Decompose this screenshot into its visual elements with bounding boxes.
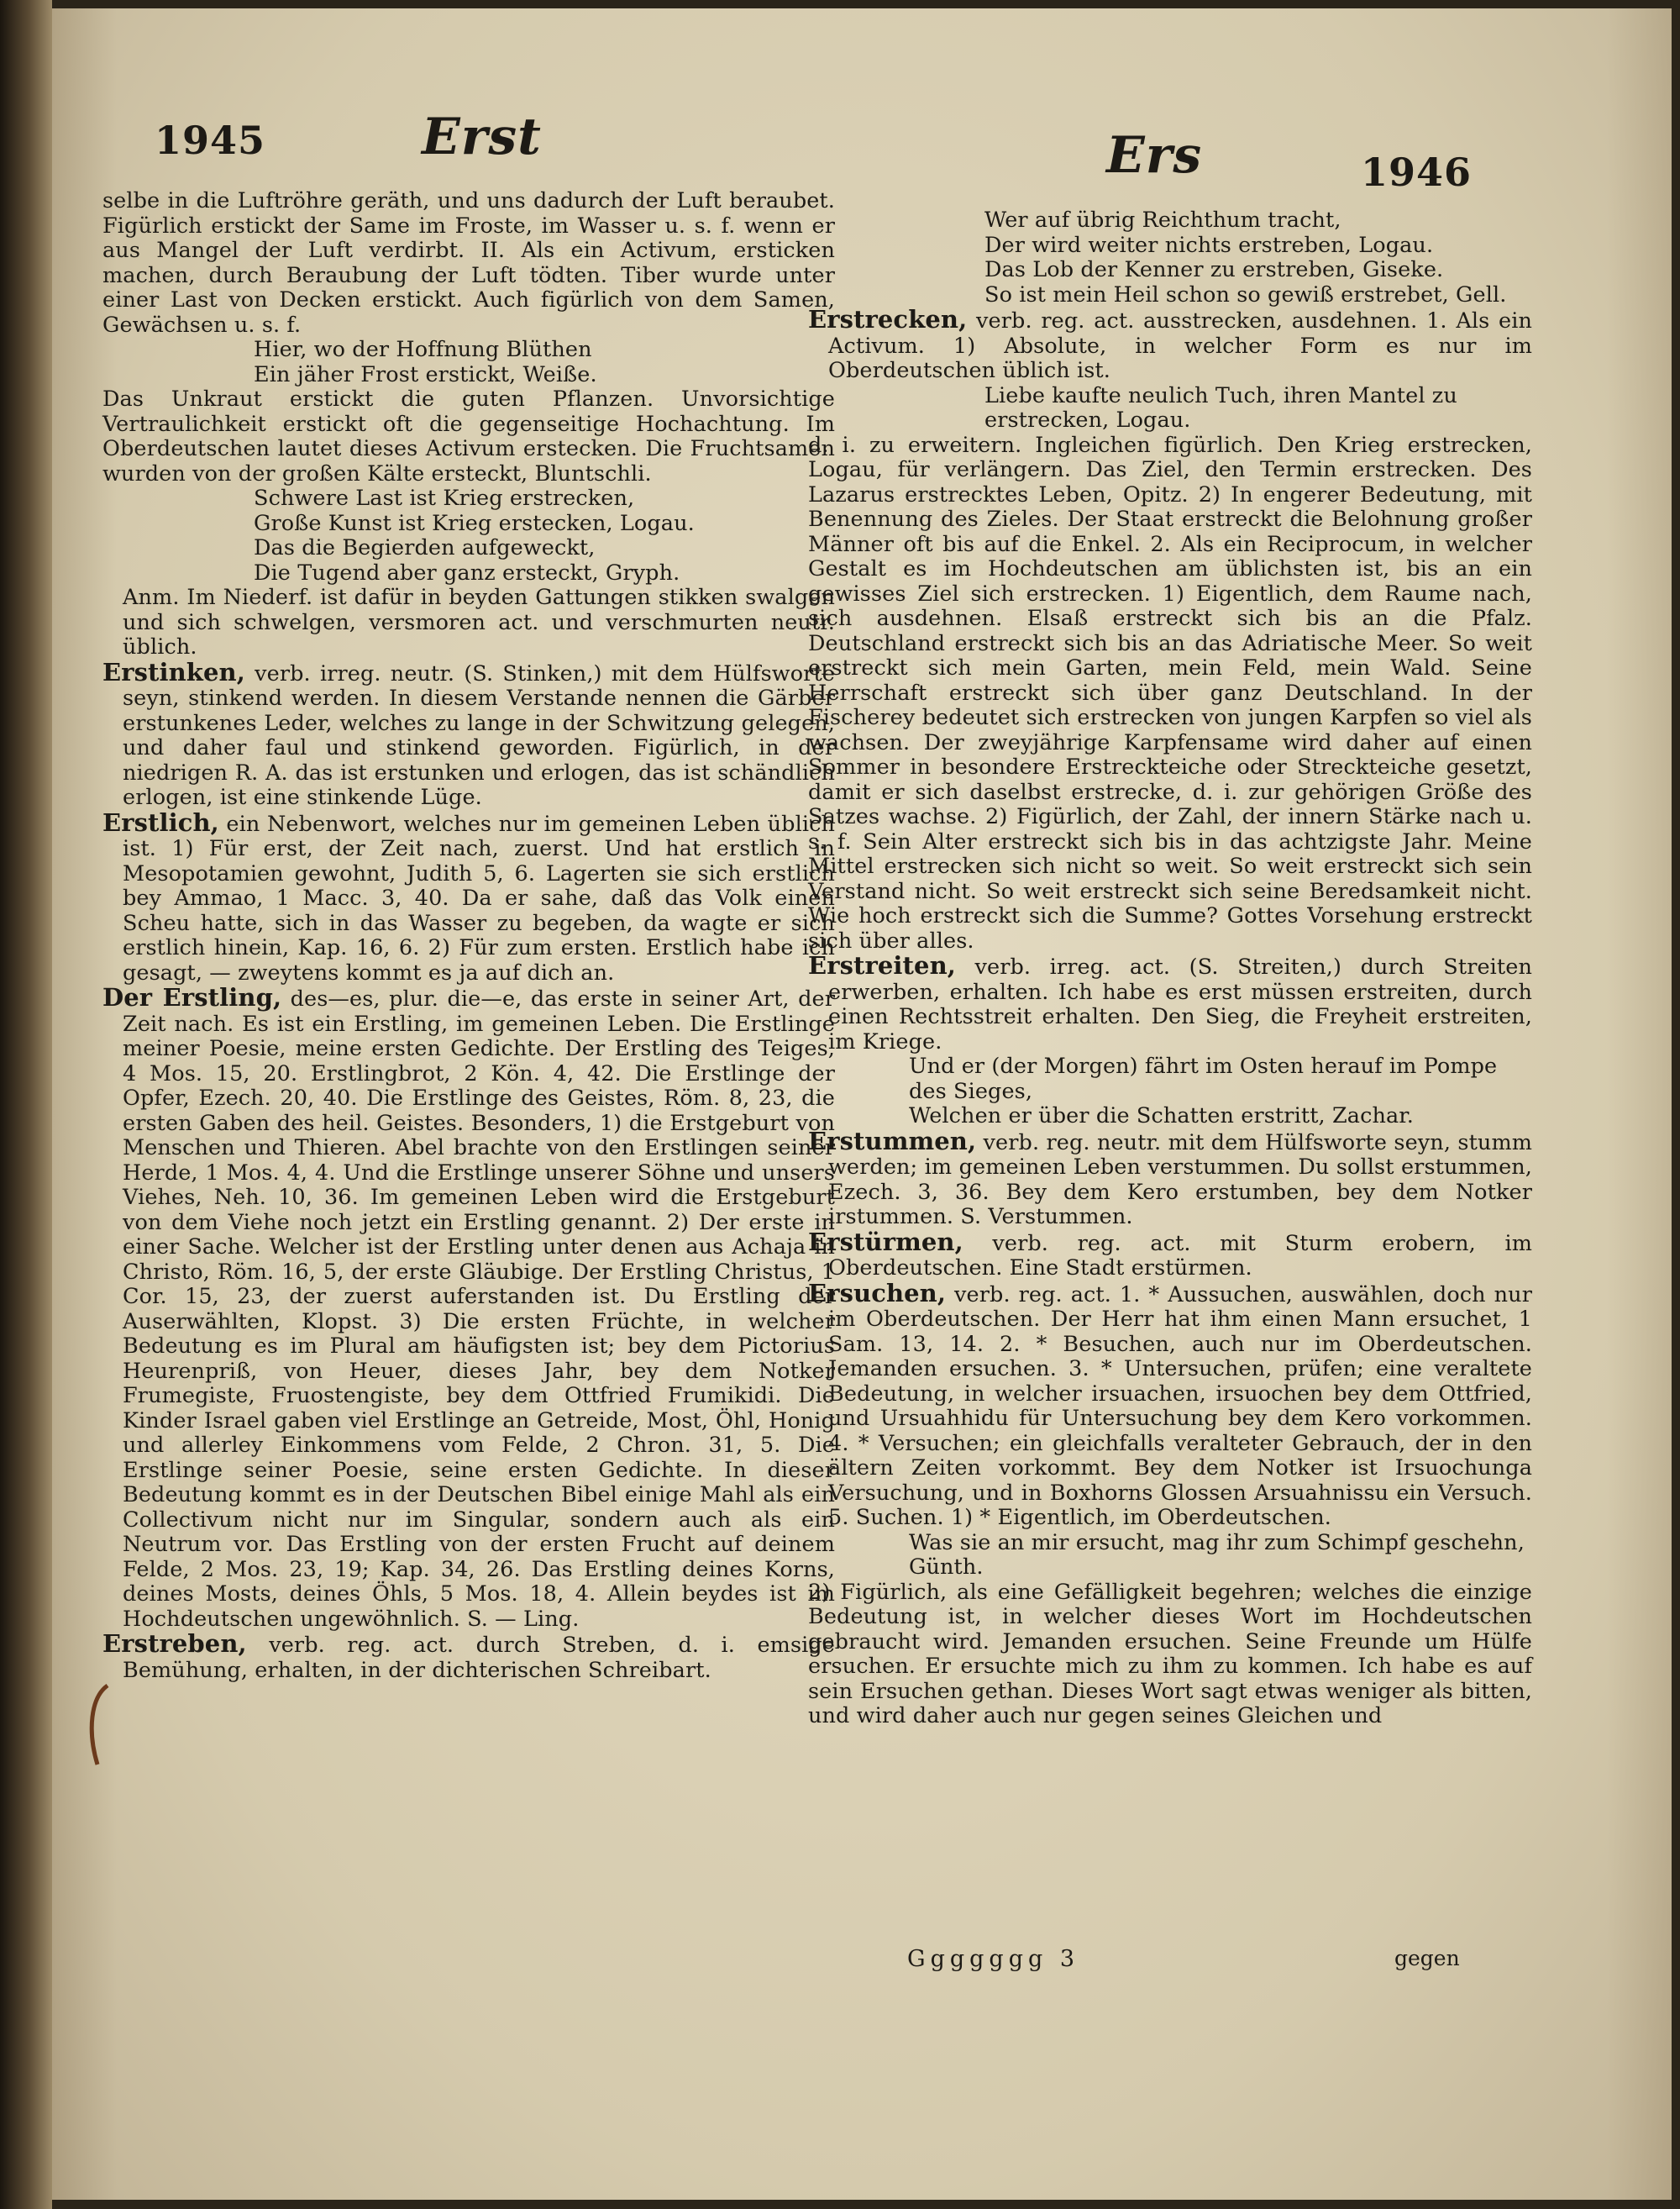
entry-headword: Erstrecken, bbox=[808, 305, 968, 334]
entry-headword: Erstinken, bbox=[102, 657, 245, 686]
text-paragraph: selbe in die Luftröhre geräth, und uns dadurch der Luft beraubet. Figürlich erstickt der Same im Froste, im Wasser u. s. f. wenn er aus Mangel der Luft verdirbt. II. Als ein Activum, ersticken machen, durch Beraubung der Luft tödten. Tiber wurde unter einer Last von Decken erstickt. Auch figürlich von dem Samen, Gewächsen u. s. f. bbox=[102, 188, 835, 338]
left-column bbox=[102, 189, 835, 1683]
dictionary-entry-erstuermen bbox=[808, 1227, 1532, 1281]
verse-line: Welchen er über die Schatten erstritt, Zachar. bbox=[909, 1103, 1414, 1128]
dictionary-entry-erstrecken bbox=[808, 305, 1532, 384]
entry-text: verb. irreg. act. (S. Streiten,) durch Streiten erwerben, erhalten. Ich habe es erst müssen erstreiten, durch einen Rechtsstreit erhalten. Den Sieg, die Freyheit erstreiten, im Kriege. bbox=[828, 955, 1532, 1055]
verse-line: Hier, wo der Hoffnung Blüthen bbox=[254, 337, 592, 362]
pen-mark bbox=[82, 1680, 116, 1773]
entry-text: des—es, plur. die—e, das erste in seiner Art, der Zeit nach. Es ist ein Erstling, im gemeinen Leben. Die Erstlinge meiner Poesie, meine ersten Gedichte. Der Erstling des Teiges, 4 Mos. 15, 20. Erstlingbrot, 2 Kön. 4, 42. Die Erstlinge der Opfer, Ezech. 20, 40. Die Erstlinge des Geistes, Röm. 8, 23, die ersten Gaben des heil. Geistes. Besonders, 1) die Erstgeburt von Menschen und Thieren. Abel brachte von den Erstlingen seiner Herde, 1 Mos. 4, 4. Und die Erstlinge unserer Söhne und unsers Viehes, Neh. 10, 36. Im gemeinen Leben wird die Erstgeburt von dem Viehe noch jetzt ein Erstling genannt. 2) Der erste in einer Sache. Welcher ist der Erstling unter denen aus Achaja in Christo, Röm. 16, 5, der erste Gläubige. Der Erstling Christus, 1 Cor. 15, 23, der zuerst auferstanden ist. Du Erstling der Auserwählten, Klopst. 3) Die ersten Früchte, in welcher Bedeutung es im Plural am häufigsten ist; bey dem Pictorius Heurenpriß, von Heuer, dieses Jahr, bey dem Notker Frumegiste, Fruostengiste, bey dem Ottfried Frumikidi. Die Kinder Israel gaben viel Erstlinge an Getreide, Most, Öhl, Honig und allerley Einkommens vom Felde, 2 Chron. 31, 5. Die Erstlinge seiner Poesie, seine ersten Gedichte. In dieser Bedeutung kommt es in der Deutschen Bibel einige Mahl als ein Collectivum nicht nur im Singular, sondern auch als ein Neutrum vor. Das Erstling von der ersten Frucht auf deinem Felde, 2 Mos. 23, 19; Kap. 34, 26. Das Erstling deines Korns, deines Mosts, deines Öhls, 5 Mos. 18, 4. Allein beydes ist im Hochdeutschen ungewöhnlich. S. — Ling. bbox=[123, 986, 836, 1632]
entry-headword: Erstlich, bbox=[102, 807, 219, 837]
verse-line: Ein jäher Frost erstickt, Weiße. bbox=[254, 361, 597, 387]
dictionary-entry-erstreben bbox=[102, 1629, 835, 1683]
text-paragraph: Das Unkraut erstickt die guten Pflanzen. Unvorsichtige Vertraulichkeit erstickt oft die gegenseitige Hochachtung. Im Oberdeutschen lautet dieses Activum erstecken. Die Fruchtsamen wurden von der großen Kälte ersteckt, Bluntschli. bbox=[102, 387, 835, 487]
verse-line: Das Lob der Kenner zu erstreben, Giseke. bbox=[984, 257, 1444, 282]
left-page-number: 1945 bbox=[155, 118, 266, 163]
entry-headword: Erstürmen, bbox=[808, 1227, 963, 1256]
catchword: gegen bbox=[1394, 1946, 1460, 1970]
dictionary-entry-erstreiten bbox=[808, 951, 1532, 1055]
left-running-head: Erst bbox=[422, 108, 542, 166]
entry-text: verb. reg. act. durch Streben, d. i. emsige Bemühung, erhalten, in der dichterischen Schreibart. bbox=[123, 1633, 835, 1683]
entry-text: verb. reg. act. ausstrecken, ausdehnen. 1. Als ein Activum. 1) Absolute, in welcher Form es nur im Oberdeutschen üblich ist. bbox=[828, 308, 1532, 383]
entry-text: ein Nebenwort, welches nur im gemeinen Leben üblich ist. 1) Für erst, der Zeit nach, zuerst. Und hat erstlich in Mesopotamien gewohnt, Judith 5, 6. Lagerten sie sich erstlich bey Ammao, 1 Macc. 3, 40. Da er sahe, daß das Volk einen Scheu hatte, sich in das Wasser zu begeben, da wagte er sich erstlich hinein, Kap. 16, 6. 2) Für zum ersten. Erstlich habe ich gesagt, — zweytens kommt es ja auf dich an. bbox=[123, 811, 835, 986]
right-column bbox=[808, 208, 1532, 1729]
entry-headword: Erstummen, bbox=[808, 1126, 977, 1155]
dictionary-entry-erstling bbox=[102, 983, 836, 1632]
right-page-number: 1946 bbox=[1361, 150, 1473, 195]
entry-text: verb. irreg. neutr. (S. Stinken,) mit dem Hülfsworte seyn, stinkend werden. In diesem Verstande nennen die Gärber erstunkenes Leder, welches zu lange in der Schwitzung gelegen, und daher faul und stinkend geworden. Figürlich, in der niedrigen R. A. das ist erstunken und erlogen, das ist schändlich erlogen, ist eine stinkende Lüge. bbox=[123, 660, 835, 810]
printer-signature: Ggggggg 3 bbox=[907, 1946, 1080, 1972]
verse-line: Große Kunst ist Krieg erstecken, Logau. bbox=[254, 510, 695, 536]
verse-line: Schwere Last ist Krieg erstrecken, bbox=[254, 486, 635, 511]
dictionary-entry-erstinken bbox=[102, 657, 835, 811]
entry-headword: Ersuchen, bbox=[808, 1278, 947, 1307]
entry-headword: Der Erstling, bbox=[102, 983, 282, 1012]
text-paragraph: d. i. zu erweitern. Ingleichen figürlich. Den Krieg erstrecken, Logau, für verlängern. Das Ziel, den Termin erstrecken. Des Lazarus erstrecktes Leben, Opitz. 2) In engerer Bedeutung, mit Benennung des Zieles. Der Staat erstreckt die Belohnung großer Männer oft bis auf die Enkel. 2. Als ein Reciprocum, in welcher Gestalt es im Hochdeutschen am üblichsten ist, bis an ein gewisses Ziel sich erstrecken. 1) Eigentlich, dem Raume nach, sich ausdehnen. Elsaß erstreckt sich bis an die Pfalz. Deutschland erstreckt sich bis an das Adriatische Meer. So weit erstreckt sich mein Garten, mein Feld, mein Wald. Seine Herrschaft erstreckt sich über ganz Deutschland. In der Fischerey bedeutet sich erstrecken von jungen Karpfen so viel als wachsen. Der zweyjährige Karpfensame wird daher auf einen Sommer in besondere Erstreckteiche oder Streckteiche gesetzt, damit er sich daselbst erstrecke, d. i. zur gehörigen Größe des Satzes wachse. 2) Figürlich, der Zahl, der innern Stärke nach u. s. f. Sein Alter erstreckt sich bis in das achtzigste Jahr. Meine Mittel erstrecken sich nicht so weit. So weit erstreckt sich sein Verstand nicht. So weit erstreckt sich seine Beredsamkeit nicht. Wie hoch erstreckt sich die Summe? Gottes Vorsehung erstreckt sich über alles. bbox=[808, 432, 1532, 954]
entry-headword: Erstreben, bbox=[102, 1629, 247, 1658]
entry-text: verb. reg. act. 1. * Aussuchen, auswählen, doch nur im Oberdeutschen. Der Herr hat ihm einen Mann ersuchet, 1 Sam. 13, 14. 2. * Besuchen, auch nur im Oberdeutschen. Jemanden ersuchen. 3. * Untersuchen, prüfen; eine veraltete Bedeutung, in welcher irsuachen, irsuochen bey dem Ottfried, und Ursuahhidu für Untersuchung bey dem Kero vorkommen. 4. * Versuchen; ein gleichfalls veralteter Gebrauch, der in den ältern Zeiten vorkommt. Bey dem Notker ist Irsuochunga Versuchung, und in Boxhorns Glossen Arsuahnissu ein Versuch. 5. Suchen. 1) * Eigentlich, im Oberdeutschen. bbox=[828, 1281, 1532, 1530]
verse-line: Wer auf übrig Reichthum tracht, bbox=[984, 208, 1341, 233]
entry-text: verb. reg. act. mit Sturm erobern, im Oberdeutschen. Eine Stadt erstürmen. bbox=[828, 1230, 1532, 1281]
verse-line: Die Tugend aber ganz ersteckt, Gryph. bbox=[254, 560, 680, 586]
verse-line: Und er (der Morgen) fährt im Osten herauf im Pompe des Sieges, bbox=[909, 1054, 1498, 1104]
verse-line: So ist mein Heil schon so gewiß erstrebet, Gell. bbox=[984, 281, 1507, 308]
annotation-note: Anm. Im Niederf. ist dafür in beyden Gattungen stikken swalgen und sich schwelgen, versmoren act. und verschmurten neutr. üblich. bbox=[123, 585, 835, 660]
dictionary-entry-erstlich bbox=[102, 807, 835, 986]
verse-line: Was sie an mir ersucht, mag ihr zum Schimpf geschehn, Günth. bbox=[909, 1529, 1525, 1580]
right-running-head: Ers bbox=[1106, 126, 1203, 185]
entry-headword: Erstreiten, bbox=[808, 951, 956, 980]
text-paragraph: 2) Figürlich, als eine Gefälligkeit begehren; welches die einzige Bedeutung ist, in welcher dieses Wort im Hochdeutschen gebraucht wird. Jemanden ersuchen. Seine Freunde um Hülfe ersuchen. Er ersuchte mich zu ihm zu kommen. Ich habe es auf sein Ersuchen gethan. Dieses Wort sagt etwas weniger als bitten, und wird daher auch nur gegen seines Gleichen und bbox=[808, 1579, 1532, 1728]
dictionary-entry-erstummen bbox=[808, 1126, 1532, 1230]
book-gutter bbox=[0, 0, 52, 2209]
book-page bbox=[52, 8, 1672, 2200]
verse-line: Das die Begierden aufgeweckt, bbox=[254, 535, 596, 560]
dictionary-entry-ersuchen bbox=[808, 1278, 1532, 1531]
verse-line: Der wird weiter nichts erstreben, Logau. bbox=[984, 232, 1434, 258]
verse-line: Liebe kaufte neulich Tuch, ihren Mantel zu erstrecken, Logau. bbox=[984, 382, 1457, 433]
entry-text: verb. reg. neutr. mit dem Hülfsworte seyn, stumm werden; im gemeinen Leben verstummen. Du sollst erstummen, Ezech. 3, 36. Bey dem Kero erstumben, bey dem Notker irstummen. S. Verstummen. bbox=[828, 1129, 1532, 1229]
